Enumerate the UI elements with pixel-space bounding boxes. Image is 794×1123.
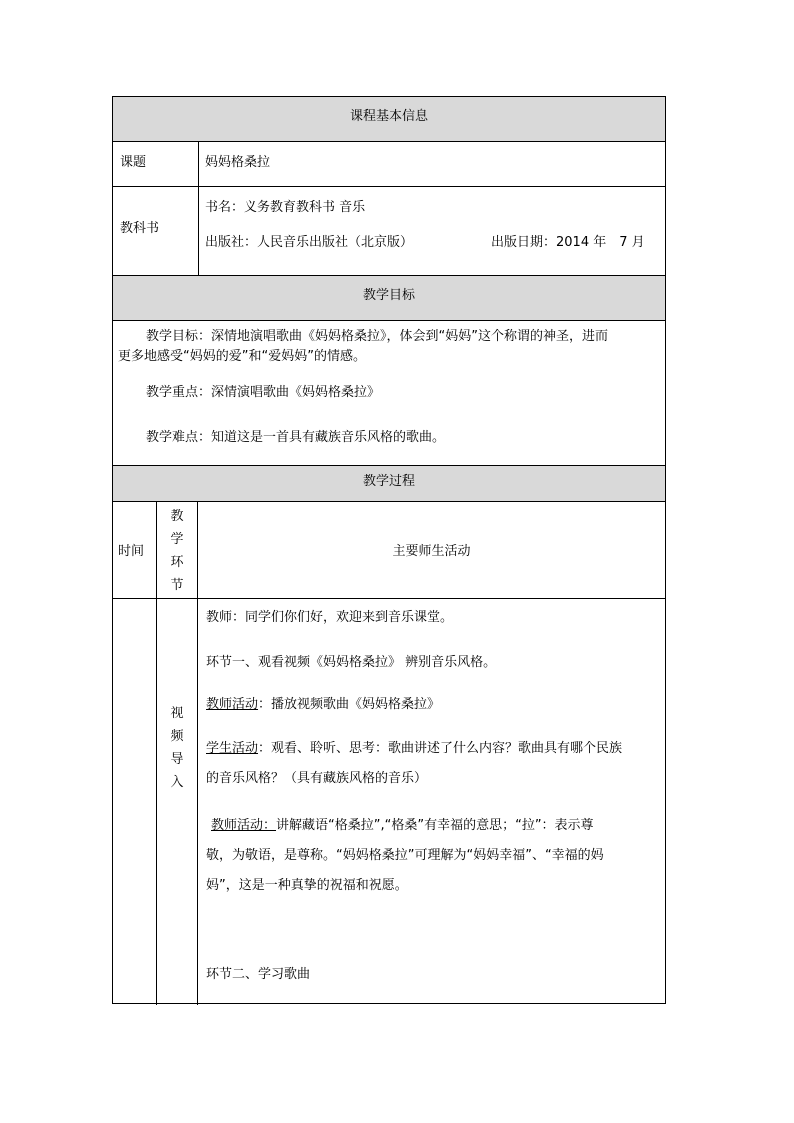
objectives-header <box>113 276 665 321</box>
teacher-activity-label: 教师活动 <box>206 697 259 712</box>
objective-difficulty: 教学难点：知道这是一首具有藏族音乐风格的歌曲。 <box>146 430 446 445</box>
objective-key-point: 教学重点：深情演唱歌曲《妈妈格桑拉》 <box>146 385 381 400</box>
col-activity-header: 主要师生活动 <box>392 544 471 559</box>
col-stage-char-3: 环 <box>170 555 184 570</box>
publish-date: 出版日期：2014 年 7 月 <box>491 235 645 250</box>
teacher-activity-1 <box>206 693 440 712</box>
objectives-content <box>113 321 665 466</box>
topic-label: 课题 <box>120 155 147 170</box>
teacher-activity2-line3: 妈”，这是一种真挚的祝福和祝愿。 <box>206 878 408 893</box>
lesson-plan-table <box>112 96 666 1004</box>
objectives-title: 教学目标 <box>362 288 415 303</box>
publisher: 出版社：人民音乐出版社（北京版） <box>205 235 414 250</box>
teacher-activity-text: ：播放视频歌曲《妈妈格桑拉》 <box>258 697 441 712</box>
teacher-activity2-text: 讲解藏语“格桑拉”,“格桑”有幸福的意思；“拉”：表示尊 <box>276 818 594 833</box>
stage-char-1: 视 <box>170 706 184 721</box>
col-stage-char-1: 教 <box>170 509 184 524</box>
student-activity-line2: 的音乐风格？（具有藏族风格的音乐） <box>206 771 428 786</box>
basic-info-header <box>113 97 665 142</box>
student-activity-text: ：观看、聆听、思考：歌曲讲述了什么内容？歌曲具有哪个民族 <box>258 741 623 756</box>
book-name: 书名：义务教育教科书 音乐 <box>205 200 366 215</box>
col-stage-char-2: 学 <box>170 532 184 547</box>
topic-row <box>113 142 665 187</box>
process-header <box>113 466 665 502</box>
stage-char-3: 导 <box>170 752 184 767</box>
objective-goal-line1: 教学目标：深情地演唱歌曲《妈妈格桑拉》，体会到“妈妈”这个称谓的神圣，进而 <box>146 329 608 344</box>
student-activity <box>206 737 622 756</box>
teacher-activity2-line2: 敬，为敬语，是尊称。“妈妈格桑拉”可理解为“妈妈幸福”、“幸福的妈 <box>206 848 604 863</box>
stage-char-4: 入 <box>170 775 184 790</box>
objective-goal-line2: 更多地感受“妈妈的爱”和“爱妈妈”的情感。 <box>118 349 366 364</box>
step2-text: 环节二、学习歌曲 <box>206 967 311 982</box>
col-time-header: 时间 <box>118 544 145 559</box>
teacher-activity-2 <box>211 814 594 833</box>
col-stage-char-4: 节 <box>170 578 184 593</box>
textbook-label: 教科书 <box>120 221 160 236</box>
stage-char-2: 频 <box>170 729 184 744</box>
process-column-headers <box>113 502 665 599</box>
teacher-greeting: 教师：同学们你们好，欢迎来到音乐课堂。 <box>206 610 454 625</box>
teacher-activity2-label: 教师活动： <box>211 818 277 833</box>
basic-info-title: 课程基本信息 <box>349 109 428 124</box>
step1-text: 环节一、观看视频《妈妈格桑拉》 辨别音乐风格。 <box>206 655 497 670</box>
textbook-row <box>113 187 665 276</box>
student-activity-label: 学生活动 <box>206 741 259 756</box>
process-activity-row <box>113 599 665 1005</box>
topic-value: 妈妈格桑拉 <box>205 155 271 170</box>
process-title: 教学过程 <box>362 474 415 489</box>
